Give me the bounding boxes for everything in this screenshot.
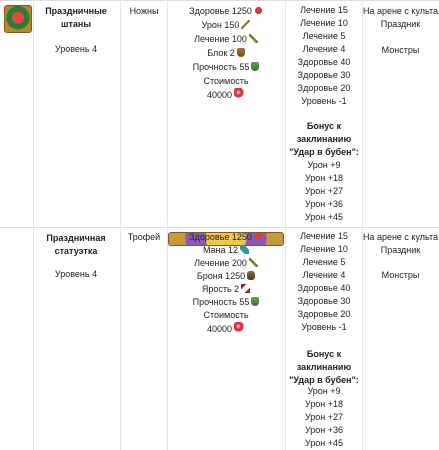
stat-heal: Лечение 100 [168, 32, 284, 46]
heart-icon [254, 232, 263, 241]
bonus-line: Урон +36 [304, 425, 344, 435]
source-monsters: Монстры [381, 270, 420, 280]
stat-armor: Броня 1250 [168, 269, 284, 283]
stat-cost-value: 40000 [168, 322, 284, 336]
durability-icon [251, 297, 259, 306]
enchant-line: Здоровье 20 [297, 309, 351, 319]
item-level: Уровень 4 [54, 44, 98, 54]
column-divider [362, 0, 363, 450]
item-level: Уровень 4 [54, 269, 98, 279]
mana-icon [240, 245, 249, 254]
item-image-pants[interactable] [4, 5, 32, 33]
enchant-line: Уровень -1 [301, 96, 347, 106]
item-name[interactable]: Праздничные штаны [45, 6, 107, 29]
bonus-title: Бонус к заклинанию "Удар в бубен": [289, 349, 359, 385]
enchant-line: Лечение 10 [300, 18, 348, 28]
stat-health: Здоровье 1250 [168, 230, 284, 244]
enchant-line: Здоровье 20 [297, 83, 351, 93]
enchant-line: Здоровье 30 [297, 70, 351, 80]
stat-cost-value: 40000 [168, 88, 284, 102]
crystal-icon [234, 88, 245, 99]
enchant-line: Здоровье 40 [297, 57, 351, 67]
heart-icon [254, 6, 263, 15]
enchant-line: Лечение 4 [302, 44, 346, 54]
bonus-line: Урон +36 [304, 199, 344, 209]
source-arena: На арене с культа [362, 232, 439, 242]
shield-icon [237, 48, 245, 57]
enchant-line: Здоровье 30 [297, 296, 351, 306]
bonus-line: Урон +18 [304, 173, 344, 183]
item-row-statuette [0, 228, 439, 450]
item-type: Трофей [127, 232, 161, 242]
source-arena: На арене с культа [362, 6, 439, 16]
stat-heal: Лечение 200 [168, 256, 284, 270]
rage-icon [241, 284, 250, 293]
enchant-line: Лечение 15 [300, 5, 348, 15]
bonus-line: Урон +27 [304, 412, 344, 422]
item-name[interactable]: Праздничная статуэтка [46, 233, 106, 256]
heal-icon [249, 34, 258, 43]
armor-icon [247, 271, 255, 280]
column-divider [285, 0, 286, 450]
source-monsters: Монстры [381, 45, 420, 55]
bonus-line: Урон +45 [304, 438, 344, 448]
stat-durability: Прочность 55 [168, 295, 284, 309]
crystal-icon [234, 322, 245, 333]
column-divider [33, 0, 34, 450]
bonus-line: Урон +9 [307, 386, 341, 396]
column-divider [167, 0, 168, 450]
enchant-line: Лечение 10 [300, 244, 348, 254]
enchant-line: Уровень -1 [301, 322, 347, 332]
enchant-line: Лечение 4 [302, 270, 346, 280]
enchant-line: Лечение 5 [302, 31, 346, 41]
enchant-line: Лечение 15 [300, 231, 348, 241]
column-divider [120, 0, 121, 450]
stat-rage: Ярость 2 [168, 282, 284, 296]
stat-damage: Урон 150 [168, 18, 284, 32]
bonus-line: Урон +27 [304, 186, 344, 196]
sword-icon [241, 20, 250, 29]
source-holiday: Праздник [380, 19, 421, 29]
bonus-title: Бонус к заклинанию "Удар в бубен": [289, 121, 359, 157]
durability-icon [251, 62, 259, 71]
heal-icon [249, 258, 258, 267]
bonus-line: Урон +45 [304, 212, 344, 222]
stat-mana: Мана 12 [168, 243, 284, 257]
enchant-line: Лечение 5 [302, 257, 346, 267]
stat-cost-label: Стоимость [203, 310, 249, 320]
stat-block: Блок 2 [168, 46, 284, 60]
bonus-line: Урон +18 [304, 399, 344, 409]
stat-health: Здоровье 1250 [168, 4, 284, 18]
source-holiday: Праздник [380, 245, 421, 255]
bonus-line: Урон +9 [307, 160, 341, 170]
stat-durability: Прочность 55 [168, 60, 284, 74]
enchant-line: Здоровье 40 [297, 283, 351, 293]
stat-cost-label: Стоимость [203, 76, 249, 86]
item-type: Ножны [129, 6, 159, 16]
